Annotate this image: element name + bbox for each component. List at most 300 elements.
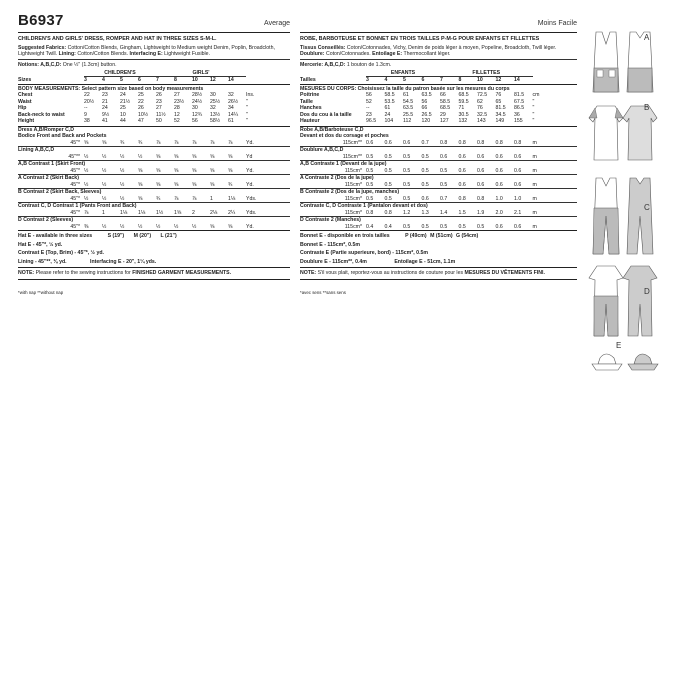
- view-b-label: B: [644, 103, 650, 112]
- yardage-section: [18, 216, 290, 230]
- hat-size-m-fr: M (51cm): [430, 233, 453, 240]
- yardage-value: 0.5: [366, 167, 374, 174]
- yardage-value: ½: [156, 223, 161, 230]
- yardage-value: 0.6: [477, 181, 485, 188]
- measurement-value: 11½: [156, 111, 166, 118]
- yardage-table: [18, 126, 290, 232]
- french-header: [300, 14, 577, 33]
- yardage-unit: m: [532, 153, 537, 160]
- measurement-value: 23: [366, 111, 372, 118]
- measurement-unit: ": [246, 105, 248, 112]
- yardage-row: [18, 168, 290, 175]
- yardage-section: [300, 202, 577, 216]
- difficulty-label: Average: [264, 20, 290, 28]
- size-14: 14: [514, 77, 520, 84]
- yardage-section: [300, 216, 577, 230]
- yardage-value: 0.6: [514, 223, 522, 230]
- yardage-value: 0.5: [440, 167, 448, 174]
- fabric-width: 115cm*: [344, 209, 362, 216]
- yardage-value: 0.6: [384, 139, 392, 146]
- yardage-value: ⅞: [84, 209, 89, 216]
- measurement-value: 81.5: [495, 105, 506, 112]
- measurement-label: Chest: [18, 92, 33, 99]
- measurement-value: 86.5: [514, 105, 525, 112]
- yardage-value: ⅝: [192, 167, 197, 174]
- yardage-value: ½: [84, 153, 89, 160]
- yardage-row: [18, 140, 290, 147]
- yardage-value: ⅝: [192, 153, 197, 160]
- fabric-width: 45"**: [68, 153, 80, 160]
- yardage-value: ½: [138, 223, 143, 230]
- yardage-value: ⅞: [174, 139, 179, 146]
- fabric-width: 115cm*: [344, 195, 362, 202]
- yardage-value: 2⅛: [210, 209, 218, 216]
- lining-label-fr: Doublure:: [300, 51, 325, 58]
- yardage-value: ⅞: [192, 195, 197, 202]
- yardage-section: [18, 160, 290, 174]
- measurement-value: 25½: [210, 98, 221, 105]
- measurement-value: 28½: [192, 92, 203, 99]
- measurement-value: 27: [156, 105, 162, 112]
- size-3: 3: [84, 77, 87, 84]
- yardage-value: 0.5: [421, 167, 429, 174]
- measurement-value: 10: [120, 111, 126, 118]
- yardage-row: [18, 154, 290, 161]
- yardage-value: 2¼: [228, 209, 236, 216]
- yardage-value: 1: [102, 209, 105, 216]
- yardage-value: 0.6: [403, 139, 411, 146]
- measurement-value: 20½: [84, 98, 95, 105]
- lining-interfacing-line: [18, 259, 290, 269]
- body-measurements-heading-fr: MESURES DU CORPS: Choisissez la taille du patron basée sur les mesures du corps: [300, 85, 510, 92]
- measurement-value: 52: [174, 118, 180, 125]
- yardage-value: ¾: [228, 181, 233, 188]
- size-group-header-fr: [300, 70, 577, 78]
- measurement-value: 25: [120, 105, 126, 112]
- view-e-label: E: [616, 341, 622, 350]
- measurement-value: 72.5: [477, 92, 488, 99]
- difficulty-label-fr: Moins Facile: [537, 20, 577, 28]
- fabric-width: 45"*: [70, 209, 80, 216]
- lining-interfacing-line-fr: [300, 259, 577, 269]
- measurement-value: 30: [192, 105, 198, 112]
- yardage-value: 1.0: [495, 195, 503, 202]
- view-c-sketch: [593, 178, 653, 254]
- yardage-value: ½: [120, 181, 125, 188]
- size-5: 5: [120, 77, 123, 84]
- yardage-value: 2.0: [495, 209, 503, 216]
- measurement-value: 143: [477, 118, 486, 125]
- measurement-value: 53.5: [384, 98, 395, 105]
- yardage-value: 1.3: [421, 209, 429, 216]
- view-a-sketch: [593, 32, 653, 92]
- yardage-value: ⅝: [156, 181, 161, 188]
- measurement-value: 26½: [228, 98, 239, 105]
- yardage-value: 0.8: [384, 209, 392, 216]
- yardage-value: ⅝: [210, 181, 215, 188]
- yardage-value: 0.6: [421, 195, 429, 202]
- measurement-value: 21½: [120, 98, 131, 105]
- yardage-unit: Yd.: [246, 167, 254, 174]
- yardage-value: ½: [174, 223, 179, 230]
- yardage-unit: m: [532, 181, 537, 188]
- yardage-value: 0.6: [514, 181, 522, 188]
- hat-size-l: L (21"): [160, 233, 177, 240]
- measurement-label: Poitrine: [300, 92, 320, 99]
- size-5: 5: [403, 77, 406, 84]
- measurement-value: 13½: [210, 111, 221, 118]
- measurement-value: 62: [477, 98, 483, 105]
- measurement-value: 76: [477, 105, 483, 112]
- interfacing-text: Lightweight Fusible.: [164, 51, 211, 58]
- note-label-fr: NOTE:: [300, 270, 317, 277]
- measurement-value: 81.5: [514, 92, 525, 99]
- yardage-heading: Contrast C, D Contrast 1 (Pants Front and Back): [18, 203, 137, 210]
- size-12: 12: [495, 77, 502, 84]
- measurement-label: Dos du cou à la taille: [300, 111, 352, 118]
- hat-size-s: S (19"): [107, 233, 125, 240]
- nap-footnote-fr: *avec sens **sans sens: [300, 289, 346, 295]
- measurement-value: 26: [138, 105, 144, 112]
- yardage-row: [18, 196, 290, 203]
- hat-size-p: P (49cm): [405, 233, 427, 240]
- yardage-value: ½: [102, 223, 107, 230]
- fabric-width: 115cm*: [344, 181, 362, 188]
- yardage-value: ⅞: [210, 139, 215, 146]
- yardage-value: ⅞: [174, 195, 179, 202]
- measurement-unit: ": [532, 98, 535, 105]
- yardage-value: 0.5: [366, 195, 374, 202]
- yardage-value: 0.5: [403, 167, 411, 174]
- yardage-value: 0.4: [384, 223, 392, 230]
- hat-yardage: Hat E - 45"*, ½ yd.: [18, 241, 63, 248]
- yardage-heading: Robe A,B/Barboteuse C,D: [300, 126, 364, 133]
- yardage-section: [300, 174, 577, 188]
- measurement-unit: Ins.: [246, 92, 255, 99]
- measurement-value: 9½: [102, 111, 110, 118]
- body-measurements-heading: BODY MEASUREMENTS: Select pattern size based on body measurements: [18, 85, 204, 92]
- yardage-value: ⅝: [138, 195, 143, 202]
- interfacing-e-yardage: Interfacing E - 20", 1¼ yds.: [90, 258, 157, 265]
- measurement-value: 12¾: [192, 111, 203, 118]
- pattern-title-fr: ROBE, BARBOTEUSE ET BONNET EN TROIS TAILLES P-M-G POUR ENFANTS ET FILLETTES: [300, 36, 540, 42]
- yardage-value: ⅝: [174, 153, 179, 160]
- view-e-sketch: [592, 341, 658, 370]
- measurement-value: 38: [84, 118, 90, 125]
- measurement-label: Taille: [300, 98, 313, 105]
- yardage-heading: Lining A,B,C,D: [18, 147, 55, 154]
- yardage-value: 0.5: [384, 195, 392, 202]
- size-4: 4: [102, 77, 105, 84]
- measurement-value: 25.5: [403, 111, 414, 118]
- size-8: 8: [458, 77, 462, 84]
- measurement-value: 27: [174, 92, 180, 99]
- measurement-value: 58.5: [440, 98, 451, 105]
- yardage-value: 0.6: [477, 167, 485, 174]
- measurement-value: 61: [384, 105, 391, 112]
- yardage-value: 1½: [156, 209, 164, 216]
- measurement-value: 56: [192, 118, 198, 125]
- yardage-value: ⅝: [102, 139, 107, 146]
- yardage-value: ⅝: [84, 139, 89, 146]
- yardage-value: 0.5: [366, 153, 374, 160]
- note-bold: FINISHED GARMENT MEASUREMENTS.: [132, 270, 232, 277]
- yardage-value: ⅝: [210, 153, 215, 160]
- hat-line: Hat E - available in three sizes: [18, 233, 93, 240]
- yardage-subheading: Devant et dos du corsage et poches: [300, 133, 389, 140]
- yardage-section: [18, 174, 290, 188]
- yardage-value: 0.5: [366, 181, 374, 188]
- measurement-value: 52: [366, 98, 372, 105]
- yardage-value: ⅜: [84, 223, 89, 230]
- measurement-label: Hauteur: [300, 118, 320, 125]
- nap-footnote: *with nap **without nap: [18, 289, 64, 295]
- measurement-value: 30.5: [458, 111, 469, 118]
- contrast-e-yardage: Contrast E (Top, Brim) - 45"*, ½ yd.: [18, 250, 104, 257]
- yardage-heading: Dress A,B/Romper C,D: [18, 126, 75, 133]
- girls-group-label: GIRLS': [156, 70, 246, 78]
- yardage-value: ¾: [156, 195, 161, 202]
- body-measurements-table-fr: [300, 92, 577, 125]
- note-text: Please refer to the sewing instructions for: [35, 270, 131, 277]
- hat-sizes-line: [18, 233, 290, 240]
- measurement-value: 28: [174, 105, 180, 112]
- yardage-value: 1⅛: [138, 209, 146, 216]
- hat-line-fr: Bonnet E - disponible en trois tailles: [300, 233, 390, 240]
- yardage-value: 0.6: [458, 181, 466, 188]
- sizes-label-fr: Tailles: [300, 77, 316, 84]
- measurement-value: 47: [138, 118, 144, 125]
- yardage-value: 0.6: [366, 139, 374, 146]
- measurement-row: [18, 118, 290, 125]
- yardage-value: 1⅛: [120, 209, 128, 216]
- measurement-value: 29: [440, 111, 446, 118]
- measurement-value: 54.5: [403, 98, 414, 105]
- lining-e-yardage-fr: Doublure E - 115cm**, 0.4m: [300, 258, 367, 265]
- yardage-row: [300, 210, 577, 217]
- fabric-width: 115cm*: [344, 223, 362, 230]
- lining-text-fr: Coton/Cotonnades.: [325, 51, 371, 58]
- interfacing-e-yardage-fr: Entoilage E - 51cm, 1.1m: [394, 258, 456, 265]
- yardage-subheading: Bodice Front and Back and Pockets: [18, 133, 107, 140]
- yardage-value: 0.6: [458, 153, 466, 160]
- note-label: NOTE:: [18, 270, 35, 277]
- interfacing-label-fr: Entoilage E:: [372, 51, 403, 58]
- yardage-value: 0.7: [440, 195, 448, 202]
- measurement-label: Hip: [18, 105, 27, 112]
- french-column: [300, 14, 577, 295]
- yardage-value: 0.5: [477, 223, 485, 230]
- measurement-value: 32: [228, 92, 234, 99]
- yardage-value: 0.8: [366, 209, 374, 216]
- yardage-value: 0.5: [421, 181, 429, 188]
- measurement-value: 9: [84, 111, 87, 118]
- yardage-value: 0.8: [477, 195, 485, 202]
- measurement-value: 66: [421, 105, 428, 112]
- yardage-value: ⅝: [228, 223, 233, 230]
- yardage-row: [300, 182, 577, 189]
- measurement-value: 24: [102, 105, 108, 112]
- yardage-heading: D Contraste 2 (Manches): [300, 217, 361, 224]
- enfants-group-label: ENFANTS: [366, 70, 440, 78]
- yardage-value: ⅝: [156, 167, 161, 174]
- view-b-sketch: [589, 103, 657, 160]
- yardage-heading: B Contraste 2 (Dos de la jupe, manches): [300, 189, 400, 196]
- measurement-value: 68.5: [440, 105, 451, 112]
- hat-size-g: G (54cm): [456, 233, 479, 240]
- yardage-value: 2: [192, 209, 195, 216]
- measurement-value: 44: [120, 118, 126, 125]
- yardage-row: [300, 168, 577, 175]
- size-12: 12: [210, 77, 216, 84]
- yardage-value: 1: [210, 195, 213, 202]
- measurement-value: 104: [384, 118, 394, 125]
- yardage-row: [18, 182, 290, 189]
- fabrics-text: Cotton/Cotton Blends, Gingham, Lightweight to Medium weight Denim, Poplin, Broadcloth, Lightweight Twill.: [18, 44, 275, 58]
- yardage-value: ½: [120, 195, 125, 202]
- measurement-unit: ": [532, 105, 535, 112]
- size-group-header: [18, 70, 290, 78]
- pattern-code: B6937: [18, 12, 64, 30]
- measurement-value: 61: [403, 92, 409, 99]
- yardage-value: ½: [120, 223, 125, 230]
- yardage-value: ⅝: [210, 167, 215, 174]
- yardage-section: [18, 202, 290, 216]
- yardage-value: 0.8: [514, 139, 522, 146]
- yardage-value: 1.0: [514, 195, 522, 202]
- view-c-label: C: [644, 203, 650, 212]
- lining-label: Lining:: [58, 51, 76, 58]
- yardage-value: ⅞: [156, 139, 161, 146]
- yardage-value: ½: [84, 195, 89, 202]
- notions-text-fr: 1 bouton de 1.3cm.: [346, 62, 392, 69]
- measurement-value: 58.5: [384, 92, 395, 99]
- view-illustrations: [586, 30, 666, 390]
- measurement-value: 149: [495, 118, 505, 125]
- lining-e-yardage: Lining - 45"**, ⅜ yd.: [18, 258, 67, 265]
- measurement-label: Back-neck to waist: [18, 111, 65, 118]
- measurement-label: Hanches: [300, 105, 322, 112]
- yardage-value: ⅞: [192, 139, 197, 146]
- measurement-value: 63.5: [403, 105, 414, 112]
- yardage-value: ½: [138, 153, 143, 160]
- yardage-unit: Yds.: [246, 195, 257, 202]
- yardage-value: ½: [84, 181, 89, 188]
- notions-label: Notions: A,B,C,D:: [18, 62, 62, 69]
- yardage-value: 0.5: [421, 153, 429, 160]
- yardage-value: 0.5: [403, 153, 411, 160]
- measurement-value: 56: [421, 98, 428, 105]
- yardage-section: [18, 188, 290, 202]
- yardage-value: 0.6: [495, 153, 503, 160]
- measurement-value: 120: [421, 118, 431, 125]
- note-bold-fr: MESURES DU VÊTEMENTS FINI.: [464, 270, 545, 277]
- fabric-width: 115cm*: [344, 167, 362, 174]
- yardage-row: [300, 154, 577, 161]
- english-column: [18, 14, 290, 295]
- notions-line: [18, 62, 290, 69]
- size-4: 4: [384, 77, 388, 84]
- sizes-row-fr: [300, 77, 577, 85]
- yardage-row: [18, 210, 290, 217]
- yardage-unit: Yd.: [246, 223, 254, 230]
- size-10: 10: [192, 77, 198, 84]
- yardage-value: ⅝: [192, 181, 197, 188]
- yardage-unit: Yd: [246, 153, 253, 160]
- yardage-value: 0.8: [440, 139, 448, 146]
- measurement-value: 14¼: [228, 111, 239, 118]
- measurement-value: 59.5: [458, 98, 469, 105]
- measurement-value: 23: [156, 98, 162, 105]
- yardage-value: 0.5: [384, 167, 392, 174]
- yardage-value: ⅝: [138, 181, 143, 188]
- measurement-value: 36: [514, 111, 520, 118]
- size-14: 14: [228, 77, 234, 84]
- fabric-width: 115cm**: [342, 153, 362, 160]
- yardage-value: ½: [120, 167, 125, 174]
- yardage-value: 0.4: [366, 223, 374, 230]
- measurement-unit: ": [532, 118, 535, 125]
- yardage-value: 0.8: [495, 139, 503, 146]
- measurement-value: 71: [458, 105, 465, 112]
- note-line-fr: [300, 270, 577, 280]
- sizes-label: Sizes: [18, 77, 32, 84]
- measurement-value: 34: [228, 105, 234, 112]
- yardage-value: ⅝: [174, 181, 179, 188]
- measurement-value: 25: [138, 92, 144, 99]
- hat-size-m: M (20"): [133, 233, 152, 240]
- yardage-section: [300, 127, 577, 147]
- measurement-value: 12: [174, 111, 180, 118]
- yardage-value: 0.5: [403, 195, 411, 202]
- yardage-value: 0.6: [458, 167, 466, 174]
- fillettes-group-label: FILLETTES: [440, 70, 533, 78]
- yardage-table-fr: [300, 126, 577, 232]
- measurement-value: 66: [440, 92, 446, 99]
- measurement-value: 50: [156, 118, 162, 125]
- yardage-value: 0.7: [421, 139, 429, 146]
- measurement-unit: ": [246, 118, 248, 125]
- yardage-value: ¾: [138, 139, 143, 146]
- measurement-value: 58½: [210, 118, 221, 125]
- yardage-value: 0.6: [514, 167, 522, 174]
- yardage-value: ⅞: [228, 139, 233, 146]
- yardage-value: 0.5: [421, 223, 429, 230]
- size-7: 7: [156, 77, 159, 84]
- fabric-width: 45"*: [70, 181, 80, 188]
- size-3: 3: [366, 77, 369, 84]
- measurement-value: 41: [102, 118, 108, 125]
- yardage-heading: D Contrast 2 (Sleeves): [18, 217, 74, 224]
- size-10: 10: [477, 77, 483, 84]
- measurement-value: 32.5: [477, 111, 488, 118]
- children-group-label: CHILDREN'S: [84, 70, 156, 78]
- yardage-heading: A,B Contrast 1 (Skirt Front): [18, 161, 86, 168]
- yardage-section: [18, 127, 290, 147]
- yardage-value: 1.9: [477, 209, 485, 216]
- yardage-value: ½: [102, 181, 107, 188]
- yardage-unit: m: [532, 139, 537, 146]
- yardage-section: [300, 160, 577, 174]
- sizes-row: [18, 77, 290, 85]
- yardage-row: [300, 196, 577, 203]
- yardage-value: 0.6: [514, 153, 522, 160]
- yardage-value: 0.6: [495, 181, 503, 188]
- fabric-width: 115cm**: [342, 139, 362, 146]
- contrast-e-yardage-fr: Contraste E (Partie superieure, bord) - 115cm*, 0.5m: [300, 250, 429, 257]
- measurement-label: Height: [18, 118, 35, 125]
- body-measurements-table: [18, 92, 290, 125]
